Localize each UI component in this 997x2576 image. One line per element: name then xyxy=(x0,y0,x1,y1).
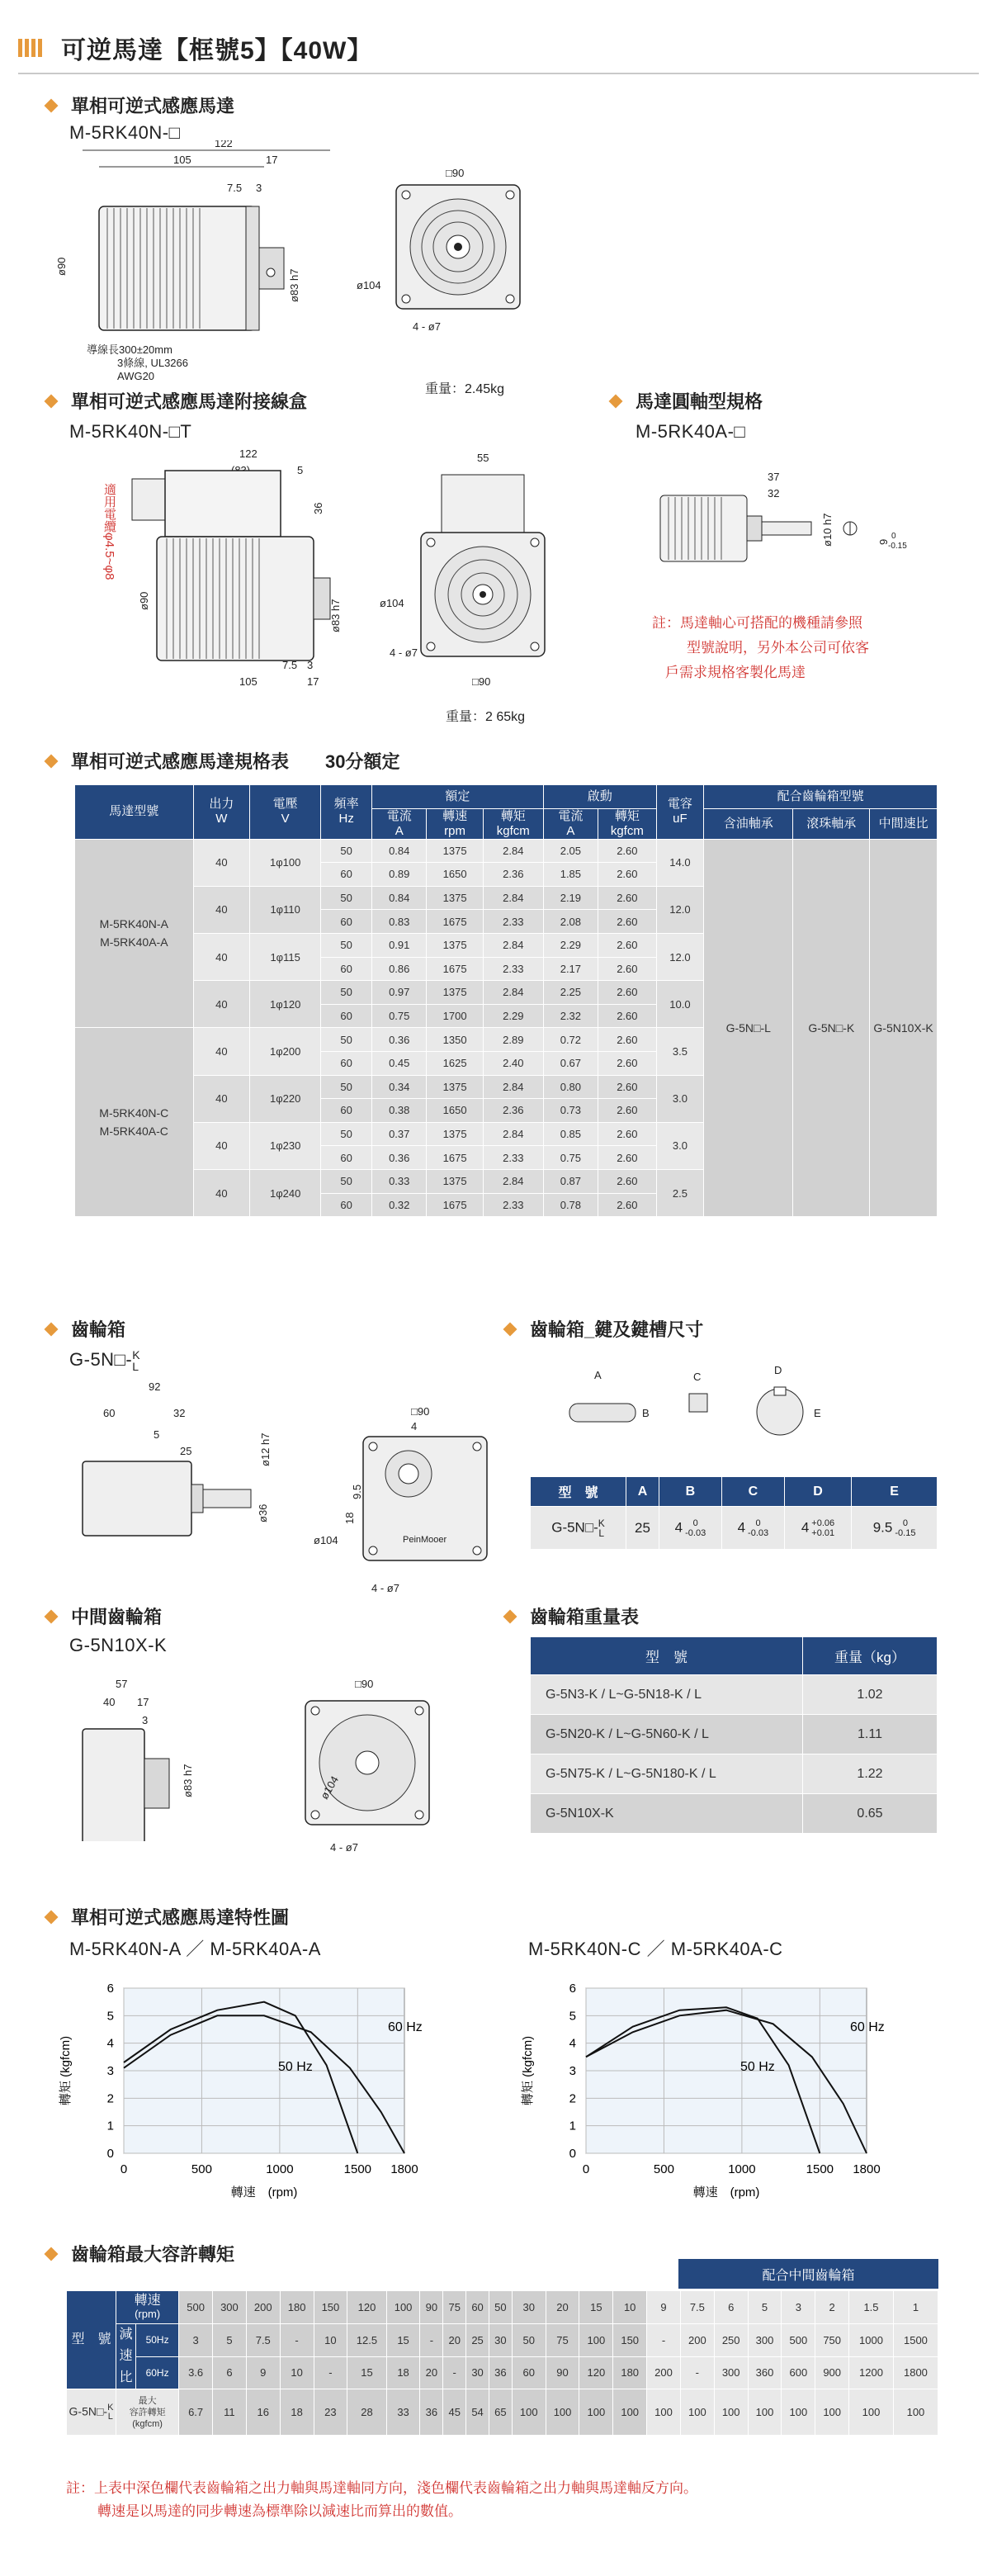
round-shaft-drawing xyxy=(644,462,957,570)
spec-row: M-5RK40N-C M-5RK40A-C 40 1φ200 50 0.36 1350 2.89 0.72 2.60 3.5 xyxy=(75,1028,938,1052)
terminal-side-drawing xyxy=(91,446,355,694)
chart-title-c: M-5RK40N-C ／ M-5RK40A-C xyxy=(528,1939,783,1959)
diamond-bullet-icon xyxy=(45,1910,59,1924)
weight-row: G-5N3-K / L~G-5N18-K / L 1.02 xyxy=(531,1675,938,1715)
svg-text:□90: □90 xyxy=(472,675,491,688)
shaft-note: 註：馬達軸心可搭配的機種請參照 型號說明，另外本公司可依客 戶需求規格客製化馬達 xyxy=(652,615,869,680)
spec-row: 60 0.38 1650 2.36 0.73 2.60 xyxy=(75,1099,938,1123)
section-heading-motor-terminal: 單相可逆式感應馬達附接線盒 xyxy=(46,388,307,414)
svg-text:0: 0 xyxy=(891,532,896,541)
svg-text:4 - ø7: 4 - ø7 xyxy=(413,320,441,333)
svg-text:E: E xyxy=(814,1407,821,1419)
y-tick-label: 0 xyxy=(106,2147,114,2161)
spec-row: 40 1φ220 50 0.34 1375 2.84 0.80 2.60 3.0 xyxy=(75,1075,938,1099)
title-bars-icon xyxy=(18,39,46,57)
y-tick-label: 3 xyxy=(106,2064,114,2078)
torque-table: 型 號 轉速 (rpm) 500 300 200 180 150 120 100 90 75 60 50 30 20 15 10 9 7.5 6 5 3 2 1.5 1 減 速 比 50Hz 3 5 7.5 - 10 12.5 15 - 20 25 30 50 75 100 150 - 200 250 300 500 750 1000 1500 60Hz 3.6 6 9 10 - 15 18 20 - 30 36 60 90 120 180 200 - 300 360 600 900 1200 1800 G-5N□- K L 最大 容許轉矩 (kgfcm) 6.7 11 16 18 23 28 33 36 45 54 65 100 100 100 100 100 100 100 100 100 100 100 100 xyxy=(66,2290,938,2436)
svg-text:3條線, UL3266: 3條線, UL3266 xyxy=(117,357,188,369)
svg-text:A: A xyxy=(594,1369,602,1381)
weight-table: 型 號 重量（kg） G-5N3-K / L~G-5N18-K / L 1.02 G-5N20-K / L~G-5N60-K / L 1.11 G-5N75-K / L~G-5N180-K / L 1.22 G-5N10X-K 0.65 xyxy=(530,1636,938,1834)
weight-row: G-5N75-K / L~G-5N180-K / L 1.22 xyxy=(531,1754,938,1794)
y-tick-label: 6 xyxy=(106,1982,114,1996)
svg-text:7.5: 7.5 xyxy=(282,659,298,671)
cable-note: 適用電纜φ4.5~φ8 xyxy=(102,483,116,580)
svg-text:60: 60 xyxy=(103,1407,116,1419)
svg-text:4 - ø7: 4 - ø7 xyxy=(371,1582,399,1594)
mid-gearbox-front-drawing xyxy=(272,1676,470,1866)
diamond-bullet-icon xyxy=(45,754,59,768)
y-tick-label: 0 xyxy=(569,2147,576,2161)
weight-row: G-5N10X-K 0.65 xyxy=(531,1794,938,1834)
terminal-front-drawing xyxy=(371,450,569,689)
y-tick-label: 2 xyxy=(106,2091,114,2106)
svg-text:122: 122 xyxy=(239,447,258,460)
svg-text:C: C xyxy=(693,1371,702,1383)
page-header xyxy=(18,31,372,64)
x-tick-label: 500 xyxy=(191,2162,212,2176)
svg-text:ø10 h7: ø10 h7 xyxy=(821,513,834,547)
diamond-bullet-icon xyxy=(503,1322,517,1336)
svg-text:17: 17 xyxy=(307,675,319,688)
svg-text:17: 17 xyxy=(137,1696,149,1708)
diamond-bullet-icon xyxy=(609,394,623,408)
model-cell: M-5RK40N-A M-5RK40A-A xyxy=(75,839,194,1028)
y-tick-label: 5 xyxy=(106,2009,114,2024)
svg-text:-0.15: -0.15 xyxy=(888,542,907,551)
title-divider xyxy=(18,73,979,74)
svg-text:AWG20: AWG20 xyxy=(117,370,155,382)
page-title: 可逆馬達【框號5】【40W】 xyxy=(61,37,373,64)
x-tick-label: 1000 xyxy=(266,2162,294,2176)
svg-text:9.5: 9.5 xyxy=(351,1484,363,1499)
section-heading-gearbox: 齒輪箱 xyxy=(46,1316,125,1342)
svg-text:ø90: ø90 xyxy=(138,591,150,610)
svg-text:9: 9 xyxy=(877,538,890,545)
svg-text:7.5: 7.5 xyxy=(227,182,243,194)
section-heading-weight: 齒輪箱重量表 xyxy=(505,1603,639,1629)
spec-row: 60 0.36 1675 2.33 0.75 2.60 xyxy=(75,1146,938,1170)
svg-text:4: 4 xyxy=(411,1420,418,1432)
svg-text:4 - ø7: 4 - ø7 xyxy=(390,646,418,659)
svg-text:導線長300±20mm: 導線長300±20mm xyxy=(87,343,172,356)
svg-text:25: 25 xyxy=(180,1445,192,1457)
svg-text:D: D xyxy=(774,1364,782,1376)
svg-text:4 - ø7: 4 - ø7 xyxy=(330,1841,358,1854)
diamond-bullet-icon xyxy=(45,394,59,408)
motor-weight: 重量：2.45kg xyxy=(425,382,505,396)
spec-row: 60 0.83 1675 2.33 2.08 2.60 xyxy=(75,910,938,934)
x-tick-label: 1500 xyxy=(343,2162,372,2176)
y-axis-label: 轉矩 (kgfcm) xyxy=(59,2035,73,2106)
y-tick-label: 3 xyxy=(569,2064,576,2078)
section-heading-curves: 單相可逆式感應馬達特性圖 xyxy=(46,1904,289,1930)
motor-side-drawing xyxy=(50,140,396,388)
section-heading-key: 齒輪箱_鍵及鍵槽尺寸 xyxy=(505,1316,703,1342)
key-drawing xyxy=(561,1362,908,1453)
x-tick-label: 0 xyxy=(582,2162,590,2176)
spec-row: 40 1φ230 50 0.37 1375 2.84 0.85 2.60 3.0 xyxy=(75,1122,938,1146)
x-tick-label: 0 xyxy=(120,2162,128,2176)
svg-text:ø36: ø36 xyxy=(257,1503,269,1522)
svg-text:ø104: ø104 xyxy=(318,1773,342,1802)
mid-gearbox-header: 配合中間齒輪箱 xyxy=(678,2259,938,2289)
spec-row: 60 0.32 1675 2.33 0.78 2.60 xyxy=(75,1193,938,1217)
svg-text:PeinMooer: PeinMooer xyxy=(403,1535,447,1545)
spec-row: 60 0.45 1625 2.40 0.67 2.60 xyxy=(75,1051,938,1075)
x-tick-label: 1800 xyxy=(390,2162,418,2176)
series-label: 60 Hz xyxy=(388,2020,423,2034)
y-tick-label: 4 xyxy=(106,2036,114,2051)
series-label: 50 Hz xyxy=(740,2060,775,2074)
y-tick-label: 4 xyxy=(569,2036,576,2051)
y-axis-label: 轉矩 (kgfcm) xyxy=(521,2035,535,2106)
spec-row: 60 0.86 1675 2.33 2.17 2.60 xyxy=(75,957,938,981)
x-axis-label: 轉速 (rpm) xyxy=(692,2185,760,2200)
svg-text:B: B xyxy=(642,1407,650,1419)
svg-text:5: 5 xyxy=(297,464,304,476)
svg-text:□90: □90 xyxy=(355,1678,374,1690)
y-tick-label: 5 xyxy=(569,2009,576,2024)
key-table: 型 號 A B C D E G-5N□- K L 25 4 0 -0.03 4 0 -0.03 4 +0.06 +0.01 9.5 0 -0.15 xyxy=(530,1476,938,1550)
torque-curve-chart-c xyxy=(520,1973,949,2229)
x-tick-label: 500 xyxy=(653,2162,674,2176)
model-code: M-5RK40A-□ xyxy=(636,421,746,442)
svg-text:122: 122 xyxy=(215,140,233,149)
svg-text:57: 57 xyxy=(116,1678,128,1690)
svg-text:ø104: ø104 xyxy=(314,1534,338,1546)
svg-text:ø83 h7: ø83 h7 xyxy=(182,1764,194,1797)
svg-text:ø83 h7: ø83 h7 xyxy=(329,599,342,632)
svg-text:40: 40 xyxy=(103,1696,116,1708)
spec-table: 馬達型號 出力 W 電壓 V 頻率 Hz 額定 啟動 電容 uF 配合齒輪箱型號 電流 A 轉速 rpm 轉矩 kgfcm 電流 A 轉矩 kgfcm 含油軸承 滾珠軸承 中間速比 M-5RK40N-A M-5RK40A-A 40 1φ100 50 0.84 1375 2.84 2.05 2.60 14.0 G-5N□-L G-5N□-K G-5N10X-K 60 0.89 1650 2.36 1.85 2.60 40 1φ110 50 0.84 1375 2.84 2.19 2.60 12.0 60 0.83 1675 2.33 2.08 2.60 40 1φ115 50 0.91 1375 2.84 2.29 2.60 12.0 60 0.86 1675 2.33 2.17 2.60 40 1φ120 50 0.97 1375 2.84 2.25 2.60 10.0 60 0.75 1700 2.29 2.32 2.60 M-5RK40N-C M-5RK40A-C 40 1φ200 50 0.36 1350 2.89 0.72 2.60 3.5 60 0.45 1625 2.40 0.67 2.60 40 1φ220 50 0.34 1375 2.84 0.80 2.60 3.0 60 0.38 1650 2.36 0.73 2.60 40 1φ230 50 0.37 1375 2.84 0.85 2.60 3.0 60 0.36 1675 2.33 0.75 2.60 40 1φ240 50 0.33 1375 2.84 0.87 2.60 2.5 60 0.32 1675 2.33 0.78 2.60 xyxy=(74,784,938,1217)
model-code: M-5RK40N-□ xyxy=(69,122,181,143)
spec-row: 40 1φ115 50 0.91 1375 2.84 2.29 2.60 12.0 xyxy=(75,933,938,957)
svg-text:ø12 h7: ø12 h7 xyxy=(259,1432,272,1466)
spec-row: 60 0.89 1650 2.36 1.85 2.60 xyxy=(75,863,938,887)
model-code: G-5N10X-K xyxy=(69,1635,168,1655)
section-heading-mid-gearbox: 中間齒輪箱 xyxy=(46,1603,162,1629)
model-code: G-5N□- K L xyxy=(69,1348,141,1374)
svg-text:36: 36 xyxy=(312,502,324,514)
mid-gearbox-side-drawing xyxy=(66,1676,231,1841)
svg-text:ø104: ø104 xyxy=(380,597,404,609)
series-label: 60 Hz xyxy=(850,2020,885,2034)
spec-row: 40 1φ110 50 0.84 1375 2.84 2.19 2.60 12.0 xyxy=(75,886,938,910)
svg-text:55: 55 xyxy=(477,452,489,464)
diamond-bullet-icon xyxy=(45,98,59,112)
spec-row: 40 1φ120 50 0.97 1375 2.84 2.25 2.60 10.0 xyxy=(75,981,938,1005)
gearbox-side-drawing xyxy=(58,1379,289,1544)
weight-row: G-5N20-K / L~G-5N60-K / L 1.11 xyxy=(531,1715,938,1754)
spec-row: 60 0.75 1700 2.29 2.32 2.60 xyxy=(75,1004,938,1028)
diamond-bullet-icon xyxy=(45,1322,59,1336)
spec-row: 40 1φ240 50 0.33 1375 2.84 0.87 2.60 2.5 xyxy=(75,1169,938,1193)
x-tick-label: 1000 xyxy=(728,2162,756,2176)
svg-text:3: 3 xyxy=(142,1714,149,1726)
x-tick-label: 1500 xyxy=(806,2162,834,2176)
diamond-bullet-icon xyxy=(45,2247,59,2261)
spec-row: M-5RK40N-A M-5RK40A-A 40 1φ100 50 0.84 1375 2.84 2.05 2.60 14.0 G-5N□-L G-5N□-K G-5N10X-K xyxy=(75,839,938,863)
footnote: 註：上表中深色欄代表齒輪箱之出力軸與馬達軸同方向，淺色欄代表齒輪箱之出力軸與馬達軸反方向。 轉速是以馬達的同步轉速為標準除以減速比而算出的數值。 xyxy=(66,2480,697,2519)
y-tick-label: 1 xyxy=(569,2119,576,2133)
svg-text:105: 105 xyxy=(173,154,191,166)
svg-text:17: 17 xyxy=(266,154,278,166)
y-tick-label: 6 xyxy=(569,1982,576,1996)
svg-text:92: 92 xyxy=(149,1380,161,1393)
svg-text:32: 32 xyxy=(173,1407,186,1419)
svg-text:ø90: ø90 xyxy=(55,257,68,276)
y-tick-label: 2 xyxy=(569,2091,576,2106)
section-heading-round-shaft: 馬達圓軸型規格 xyxy=(611,388,763,414)
svg-text:3: 3 xyxy=(256,182,262,194)
svg-text:3: 3 xyxy=(307,659,314,671)
diamond-bullet-icon xyxy=(45,1609,59,1623)
diamond-bullet-icon xyxy=(503,1609,517,1623)
x-tick-label: 1800 xyxy=(853,2162,881,2176)
svg-text:32: 32 xyxy=(768,487,780,500)
svg-text:ø83 h7: ø83 h7 xyxy=(288,268,300,302)
svg-text:□90: □90 xyxy=(411,1405,430,1418)
torque-curve-chart-a xyxy=(58,1973,487,2229)
svg-text:5: 5 xyxy=(154,1428,160,1441)
x-axis-label: 轉速 (rpm) xyxy=(230,2185,298,2200)
gearbox-front-drawing xyxy=(305,1404,512,1610)
y-tick-label: 1 xyxy=(106,2119,114,2133)
series-label: 50 Hz xyxy=(278,2060,313,2074)
svg-text:□90: □90 xyxy=(446,167,465,179)
svg-text:ø104: ø104 xyxy=(357,279,381,291)
section-heading-spec: 單相可逆式感應馬達規格表 30分額定 xyxy=(46,748,400,774)
model-cell: M-5RK40N-C M-5RK40A-C xyxy=(75,1028,194,1217)
motor-front-drawing xyxy=(355,165,553,372)
svg-text:105: 105 xyxy=(239,675,258,688)
section-heading-motor: 單相可逆式感應馬達 xyxy=(46,92,234,118)
chart-title-a: M-5RK40N-A ／ M-5RK40A-A xyxy=(69,1939,321,1959)
section-heading-torque: 齒輪箱最大容許轉矩 xyxy=(46,2241,234,2266)
svg-text:18: 18 xyxy=(343,1512,356,1524)
terminal-weight: 重量：2 65kg xyxy=(446,710,526,724)
model-code: M-5RK40N-□T xyxy=(69,421,192,442)
svg-text:37: 37 xyxy=(768,471,780,483)
